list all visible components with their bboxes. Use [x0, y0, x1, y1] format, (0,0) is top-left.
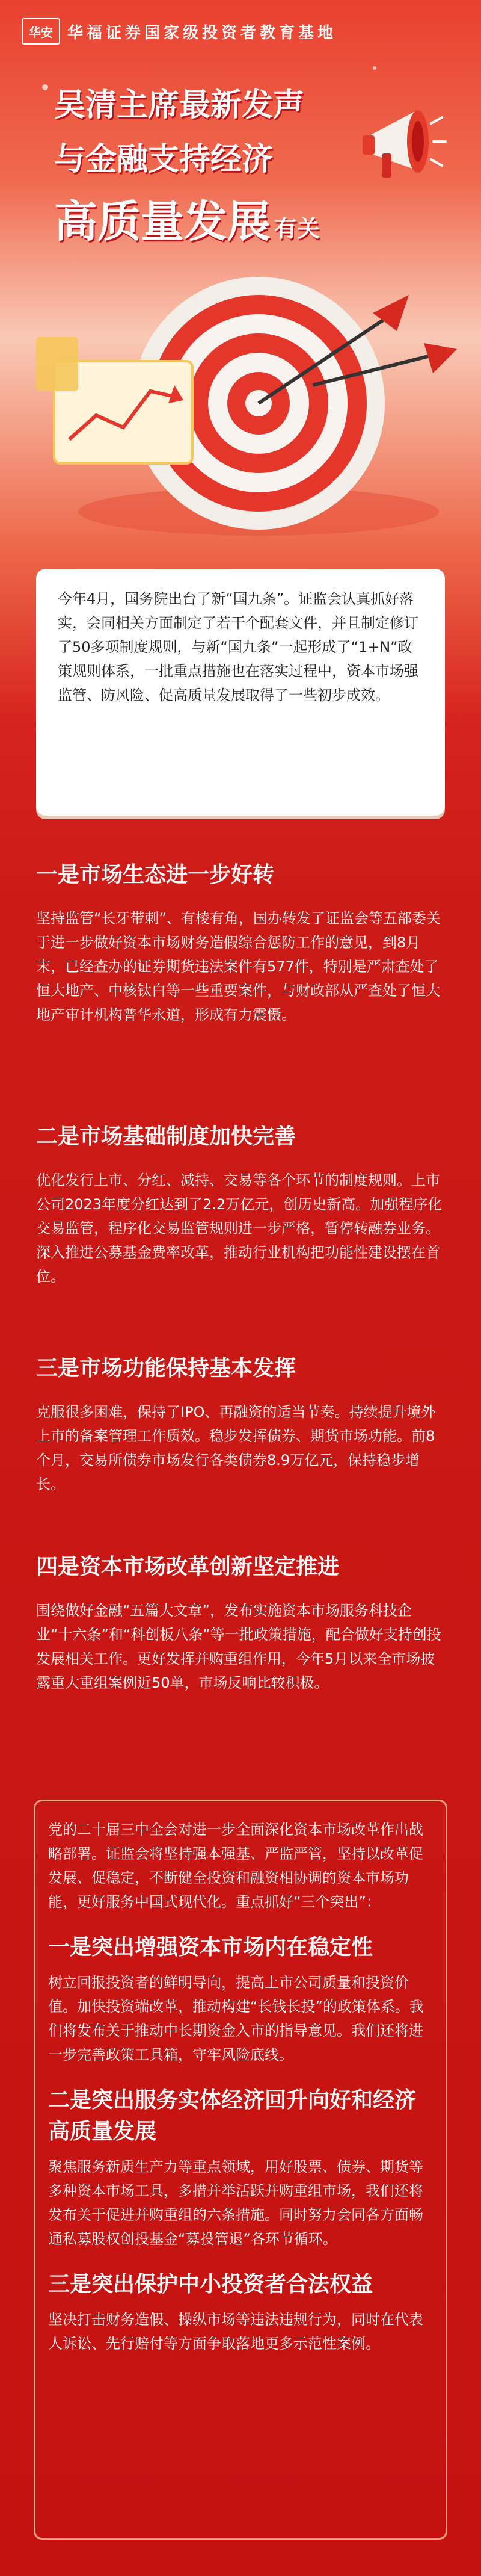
section-3-body: 克服很多困难，保持了IPO、再融资的适当节奏。持续提升境外上市的备案管理工作质效。稳步发挥债券、期货市场功能。前8个月，交易所债券市场发行各类债券8.9万亿元，保持稳步增长。 — [36, 1404, 436, 1493]
intro-text: 今年4月，国务院出台了新“国九条”。证监会认真抓好落实，会同相关方面制定了若干个配套文件，并且制定修订了50多项制度规则，与新“国九条”一起形成了“1+N”政策规则体系，一批重点措施也在落实过程中，资本市场强监管、防风险、促高质量发展取得了一些初步成效。 — [58, 590, 418, 704]
brand-header — [22, 18, 337, 45]
brand-logo-text: 华安 — [29, 25, 53, 40]
highlight-content — [48, 1818, 433, 2356]
hero-line-3-main: 高质量发展 — [54, 196, 271, 247]
highlight-item-2-body: 聚焦服务新质生产力等重点领域，用好股票、债券、期货等多种资本市场工具，多措并举活跃并购重组市场，我们还将发布关于促进并购重组的六条措施。同时努力会同各方面畅通私募股权创投基金“募投管退”各环节循环。 — [48, 2158, 423, 2247]
section-2 — [36, 1122, 445, 1289]
highlight-item-1-body: 树立回报投资者的鲜明导向，提高上市公司质量和投资价值。加快投资端改革，推动构建“长钱长投”的政策体系。我们将发布关于推动中长期资金入市的指导意见。我们还将进一步完善政策工具箱，守牢风险底线。 — [48, 1974, 424, 2063]
megaphone-icon — [358, 102, 448, 187]
hero-line-3 — [54, 193, 391, 258]
highlight-item-2-title: 二是突出服务实体经济回升向好和经济高质量发展 — [48, 2088, 417, 2144]
section-3-title: 三是市场功能保持基本发挥 — [36, 1356, 296, 1381]
hero-line-3-suffix: 有关 — [274, 215, 320, 242]
decor-dot — [373, 66, 376, 70]
section-4-body: 围绕做好金融“五篇大文章”，发布实施资本市场服务科技企业“十六条”和“科创板八条”等一批政策措施，配合做好支持创投发展相关工作。更好发挥并购重组作用，今年5月以来全市场披露重大重组案例近50单，市场反响比较积极。 — [36, 1602, 441, 1691]
intro-card — [36, 569, 445, 816]
hero-line-2: 与金融支持经济 — [54, 141, 274, 178]
highlight-item-1-title: 一是突出增强资本市场内在稳定性 — [48, 1935, 373, 1960]
target-illustration — [0, 253, 481, 554]
section-1-title: 一是市场生态进一步好转 — [36, 862, 275, 887]
decor-dot — [42, 84, 48, 90]
brand-name: 华福证券国家级投资者教育基地 — [67, 23, 337, 42]
section-3 — [36, 1354, 445, 1496]
highlight-item-3-title: 三是突出保护中小投资者合法权益 — [48, 2272, 373, 2297]
section-1-body: 坚持监管“长牙带刺”、有棱有角，国办转发了证监会等五部委关于进一步做好资本市场财务造假综合惩防工作的意见，到8月末，已经查办的证券期货违法案件有577件，特别是严肃查处了恒大地产、中核钛白等一些重要案件，与财政部从严查处了恒大地产审计机构普华永道，形成有力震慑。 — [36, 910, 441, 1023]
brand-logo — [22, 18, 60, 45]
highlight-intro: 党的二十届三中全会对进一步全面深化资本市场改革作出战略部署。证监会将坚持强本强基、严监严管，坚持以改革促发展、促稳定，不断健全投资和融资相协调的资本市场功能，更好服务中国式现代化。重点抓好“三个突出”： — [48, 1821, 423, 1910]
section-1 — [36, 861, 445, 1027]
section-2-title: 二是市场基础制度加快完善 — [36, 1124, 296, 1149]
section-4 — [36, 1553, 445, 1695]
section-4-title: 四是资本市场改革创新坚定推进 — [36, 1555, 340, 1579]
hero-line-1: 吴清主席最新发声 — [54, 87, 305, 123]
highlight-item-3-body: 坚决打击财务造假、操纵市场等违法违规行为，同时在代表人诉讼、先行赔付等方面争取落地更多示范性案例。 — [48, 2311, 423, 2352]
section-2-body: 优化发行上市、分红、减持、交易等各个环节的制度规则。上市公司2023年度分红达到了2.2万亿元，创历史新高。加强程序化交易监管，程序化交易监管规则进一步严格，暂停转融券业务。深入推进公募基金费率改革，推动行业机构把功能性建设摆在首位。 — [36, 1172, 443, 1285]
hero-title — [54, 84, 391, 258]
